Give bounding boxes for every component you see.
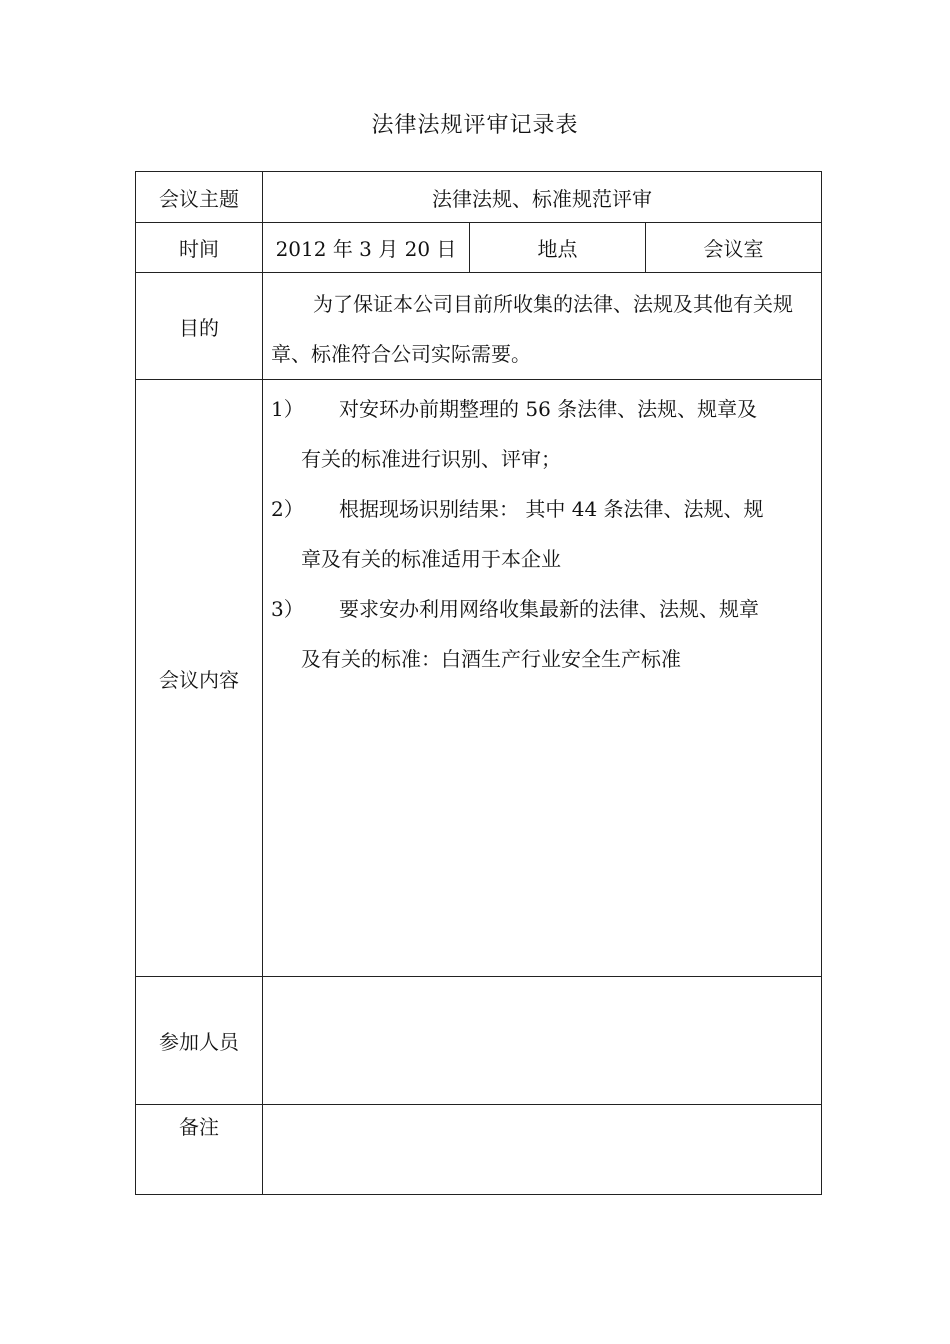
remarks-row: [136, 1105, 822, 1195]
time-label: 时间: [136, 223, 263, 273]
purpose-value: 为了保证本公司目前所收集的法律、法规及其他有关规章、标准符合公司实际需要。: [263, 273, 822, 380]
time-row: [136, 223, 822, 273]
content-item: [271, 584, 813, 684]
time-value: 2012 年 3 月 20 日: [263, 223, 470, 273]
location-value: 会议室: [646, 223, 822, 273]
content-label: 会议内容: [136, 380, 263, 977]
content-item: [271, 384, 813, 484]
document-title: 法律法规评审记录表: [371, 113, 579, 138]
item-text-line: 有关的标准进行识别、评审；: [301, 447, 561, 471]
item-number: 1）: [271, 397, 304, 421]
purpose-row: [136, 273, 822, 380]
item-text-line: 对安环办前期整理的 56 条法律、法规、规章及: [339, 397, 758, 421]
topic-row: [136, 172, 822, 223]
item-text-line: 章及有关的标准适用于本企业: [301, 547, 561, 571]
content-row: [136, 380, 822, 977]
purpose-label: 目的: [136, 273, 263, 380]
topic-value: 法律法规、标准规范评审: [263, 172, 822, 223]
item-text-line: 要求安办利用网络收集最新的法律、法规、规章: [339, 597, 759, 621]
attendees-label: 参加人员: [136, 977, 263, 1105]
topic-label: 会议主题: [136, 172, 263, 223]
review-record-table: [135, 171, 822, 1195]
item-text-line: 根据现场识别结果： 其中 44 条法律、法规、规: [339, 497, 764, 521]
location-label: 地点: [470, 223, 646, 273]
attendees-row: [136, 977, 822, 1105]
item-number: 2）: [271, 497, 304, 521]
content-value: [263, 380, 822, 977]
attendees-value: [263, 977, 822, 1105]
remarks-value: [263, 1105, 822, 1195]
item-text-line: 及有关的标准：白酒生产行业安全生产标准: [301, 647, 681, 671]
item-number: 3）: [271, 597, 304, 621]
remarks-label: 备注: [136, 1105, 263, 1195]
content-item: [271, 484, 813, 584]
